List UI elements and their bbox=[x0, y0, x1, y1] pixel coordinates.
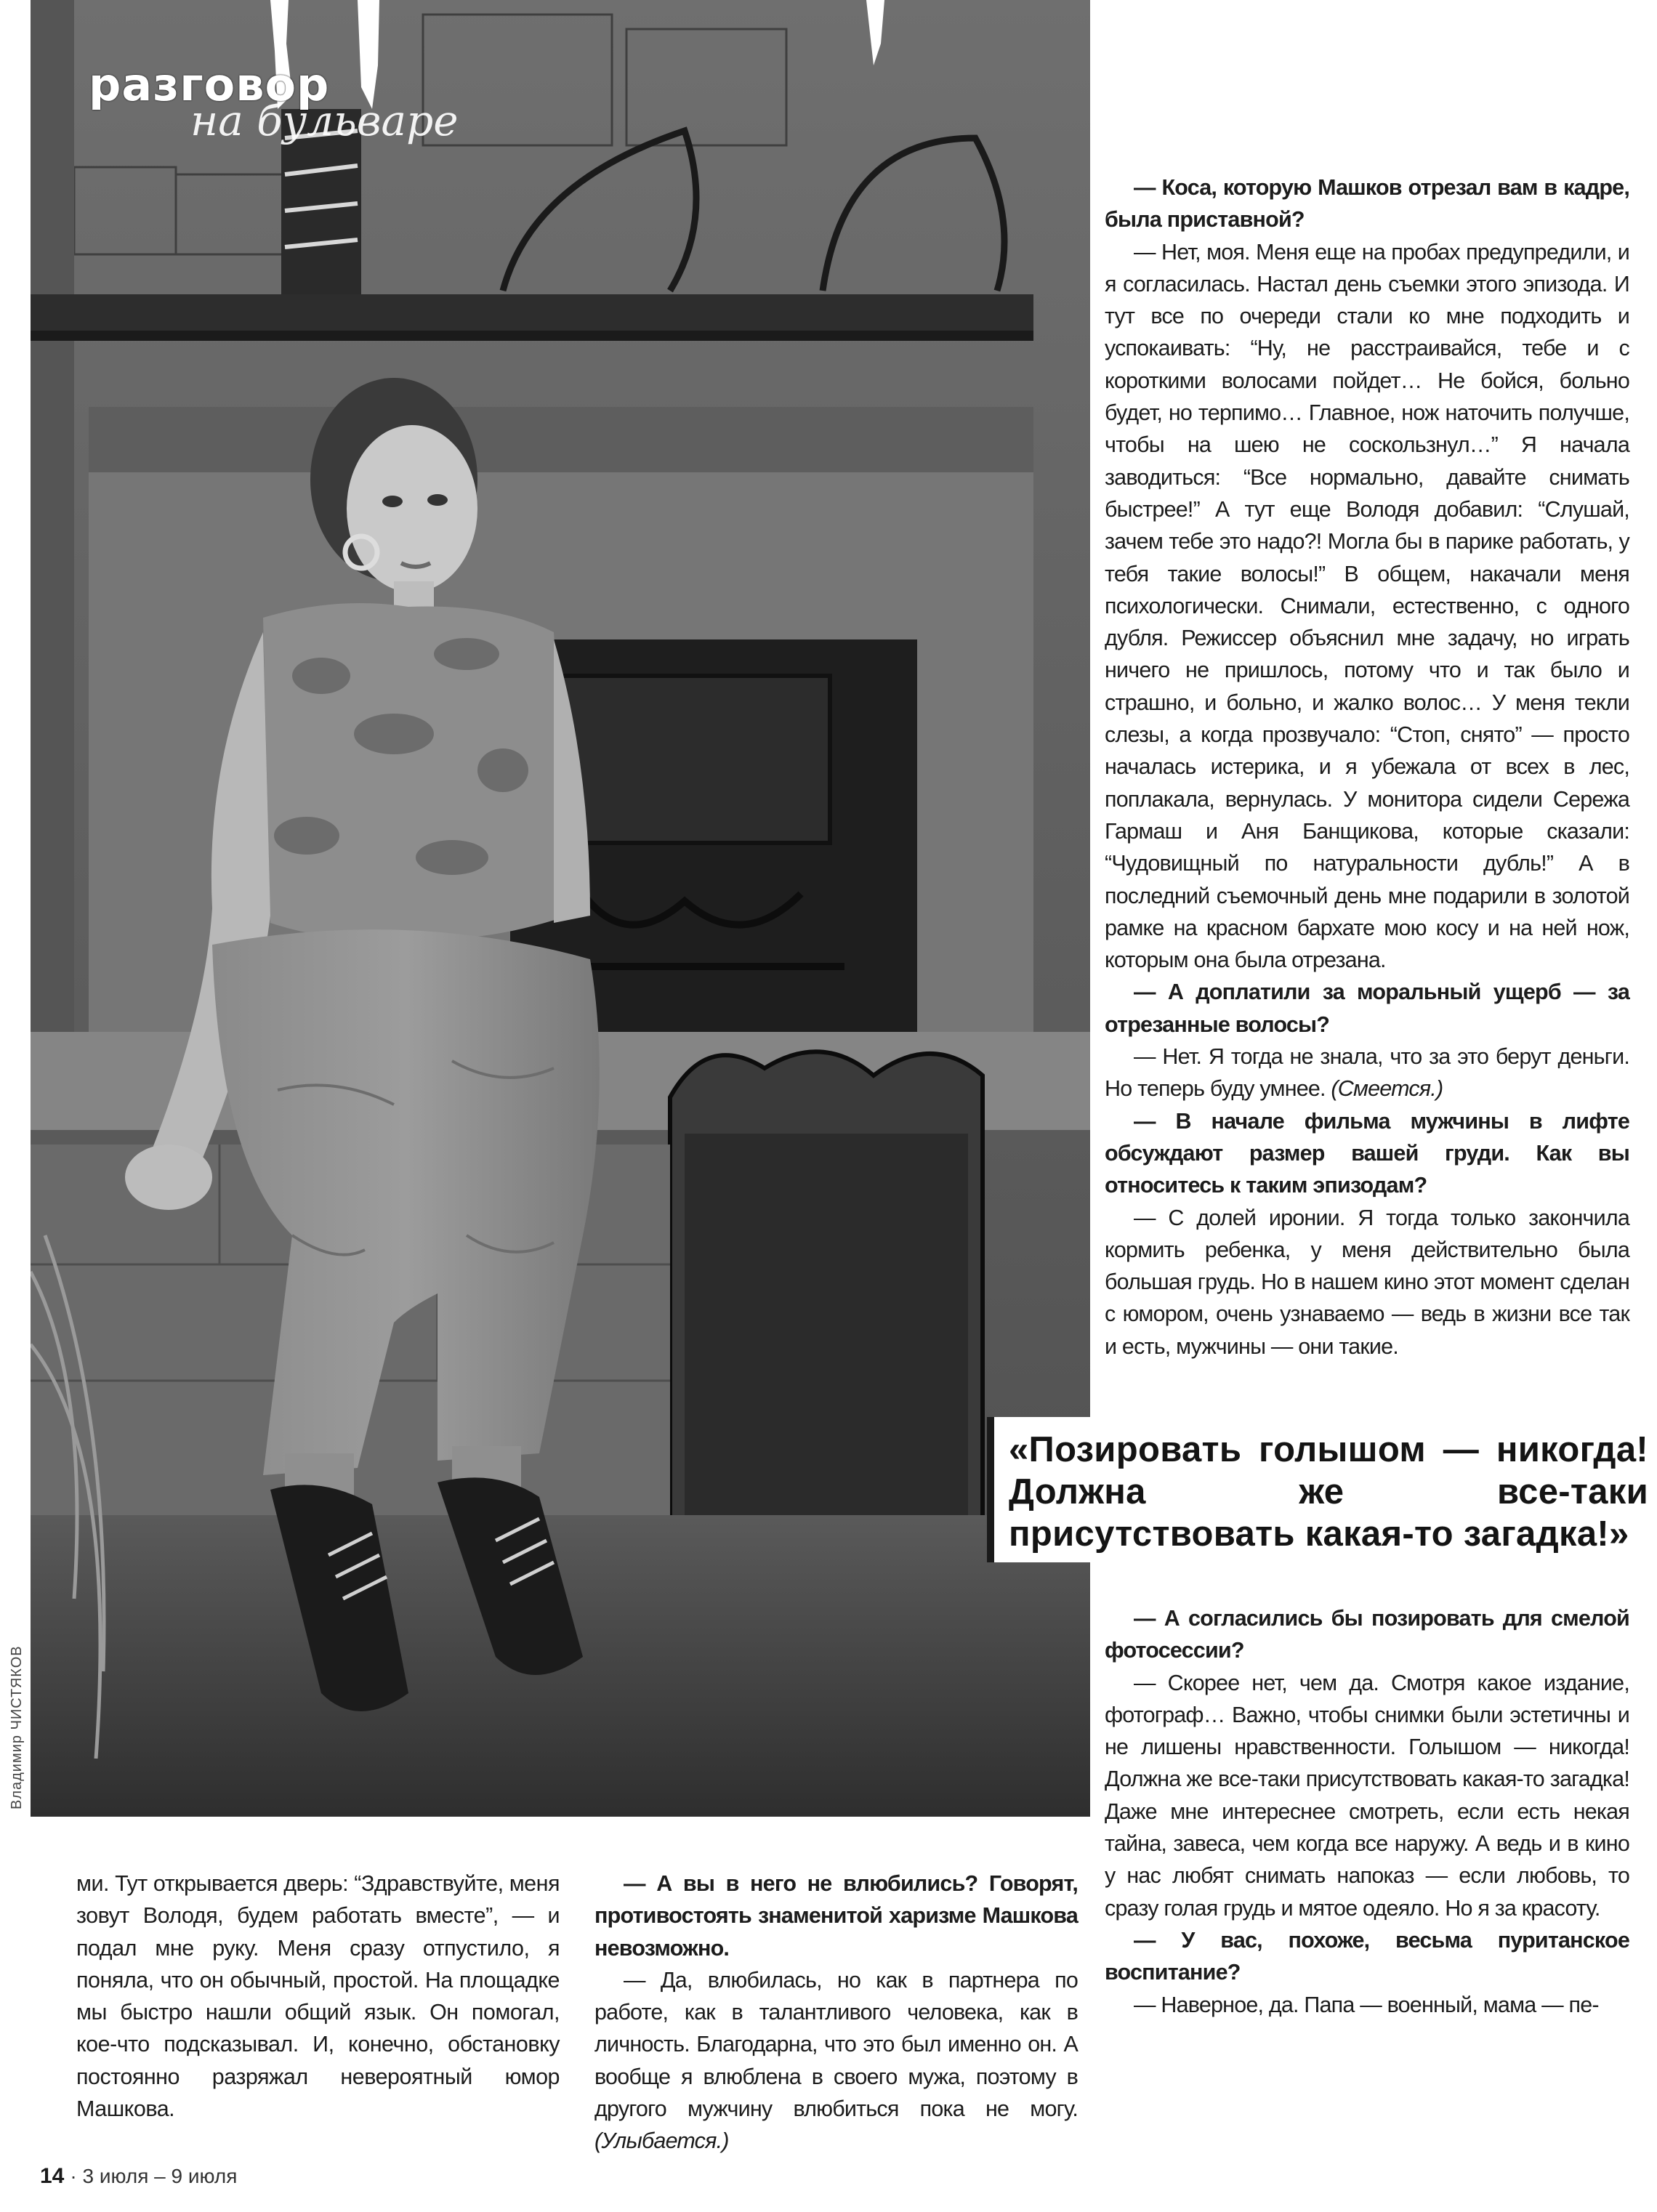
right-column-top bbox=[1105, 171, 1629, 1363]
question: — В начале фильма мужчины в лифте обсуждают размер вашей груди. Как вы относитесь к таким эпизодам? bbox=[1105, 1108, 1629, 1198]
question: — А доплатили за моральный ущерб — за отрезанные волосы? bbox=[1105, 980, 1629, 1037]
pull-quote: «Позировать голышом — никогда! Должна же все-таки присутствовать какая-то загадка!» bbox=[1009, 1430, 1648, 1554]
stage-direction: (Смеется.) bbox=[1331, 1076, 1443, 1102]
answer: — С долей иронии. Я тогда только закончила кормить ребенка, у меня действительно была большая грудь. Но в нашем кино этот момент сделан с юмором, очень узнаваемо — ведь в жизни все так и есть, мужчины — они такие. bbox=[1105, 1205, 1629, 1359]
pull-quote-box bbox=[987, 1417, 1657, 1562]
answer: — Наверное, да. Папа — военный, мама — пе- bbox=[1134, 1992, 1599, 2017]
photo-illustration bbox=[31, 0, 1090, 1817]
question: — У вас, похоже, весьма пуританское воспитание? bbox=[1105, 1927, 1629, 1985]
interview-photo bbox=[31, 0, 1090, 1817]
answer bbox=[594, 1964, 1078, 2157]
answer: — Нет, моя. Меня еще на пробах предупредили, и я согласилась. Настал день съемки этого эпизода. И тут все по очереди стали ко мне подходить и успокаивать: “Ну, не расстраивайся, тебе и с короткими волосами пойдет… Не бойся, больно будет, но терпимо… Главное, нож наточить получше, чтобы на шею не соскользнул…” Я начала заводиться: “Все нормально, давайте снимать быстрее!” А тут еще Володя добавил: “Слушай, зачем тебе это надо?! Могла бы в парике работать, у тебя такие волосы!” В общем, накачали меня психологически. Снимали, естественно, с одного дубля. Режиссер объяснил мне задачу, но играть ничего не пришлось, потому что и так было и страшно, и больно, и жалко волос… У меня текли слезы, а когда прозвучало: “Стоп, снято” — просто началась истерика, и я убежала от всех в лес, поплакала, вернулась. У монитора сидели Сережа Гармаш и Аня Банщикова, которые сказали: “Чудовищный по натуральности дубль!” А в последний съемочный день мне подарили в золотой рамке на красном бархате мою косу и на ней нож, которым она была отрезана. bbox=[1105, 239, 1629, 973]
page-footer bbox=[40, 2164, 237, 2189]
right-column-bottom bbox=[1105, 1602, 1629, 2021]
stage-direction: (Улыбается.) bbox=[594, 2128, 729, 2154]
answer-text: — Нет. Я тогда не знала, что за это берут деньги. Но теперь буду умнее. bbox=[1105, 1044, 1629, 1102]
answer-text: — Да, влюбилась, но как в партнера по работе, как в талантливого человека, как в личность. Благодарна, что это был именно он. А вообще я влюблена в своего мужа, поэтому в другого мужчину влюбиться пока не могу. bbox=[594, 1967, 1078, 2122]
section-subtitle: на бульваре bbox=[190, 96, 459, 145]
page-number: 14 bbox=[40, 2164, 65, 2188]
issue-date: · 3 июля – 9 июля bbox=[70, 2165, 238, 2187]
question: — А согласились бы позировать для смелой фотосессии? bbox=[1105, 1606, 1629, 1663]
answer bbox=[1105, 1041, 1629, 1105]
bottom-column-1 bbox=[76, 1868, 560, 2125]
section-title: разговор bbox=[89, 58, 330, 111]
question: — Коса, которую Машков отрезал вам в кадре, была приставной? bbox=[1105, 175, 1629, 233]
question: — А вы в него не влюбились? Говорят, противостоять знаменитой харизме Машкова невозможно. bbox=[594, 1871, 1078, 1961]
paragraph: ми. Тут открывается дверь: “Здравствуйте, меня зовут Володя, будем работать вместе”, — и подал мне руку. Меня сразу отпустило, я поняла, что он обычный, простой. На площадке мы быстро нашли общий язык. Он помогал, кое-что подсказывал. И, конечно, обстановку постоянно разряжал невероятный юмор Машкова. bbox=[76, 1871, 560, 2122]
bottom-column-2 bbox=[594, 1868, 1078, 2157]
photo-credit: Владимир ЧИСТЯКОВ bbox=[9, 1645, 25, 1809]
answer: — Скорее нет, чем да. Смотря какое издание, фотограф… Важно, чтобы снимки были эстетичны и не лишены нравственности. Голышом — никогда! Должна же все-таки присутствовать какая-то загадка! Даже мне интереснее смотреть, если есть некая тайна, завеса, чем когда все наружу. А ведь и в кино у нас любят снимать напоказ — если любовь, то сразу голая грудь и мятое одеяло. Но я за красоту. bbox=[1105, 1670, 1629, 1921]
